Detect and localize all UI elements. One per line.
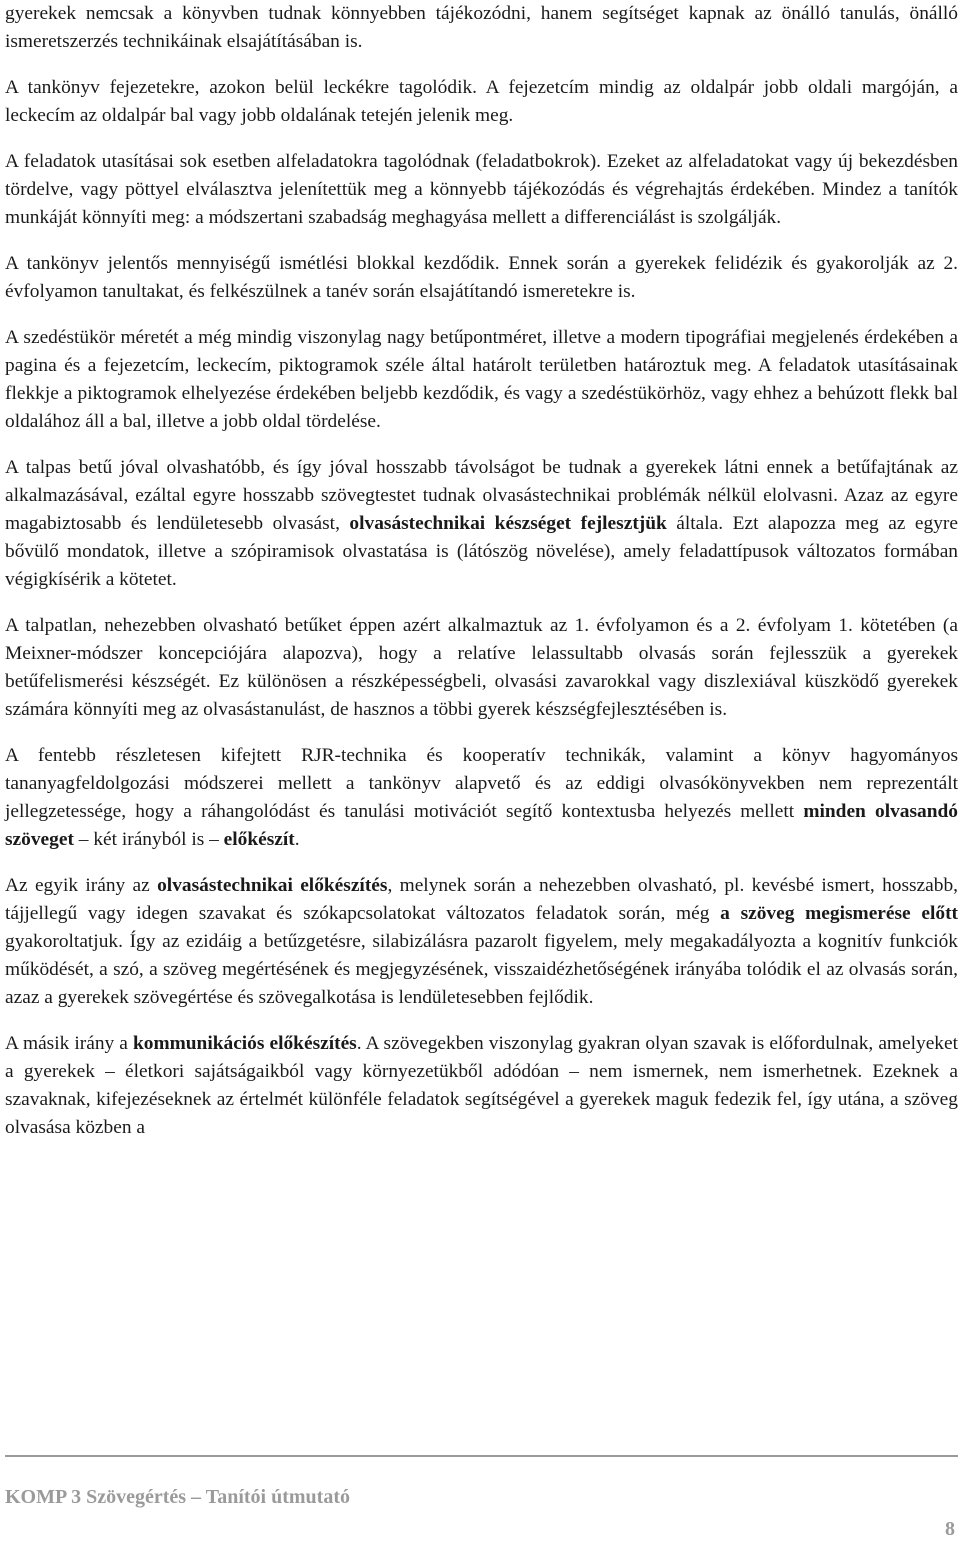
footer-divider [5, 1455, 958, 1457]
paragraph-1 [5, 0, 958, 56]
paragraph-6-text-a: A talpas betű jóval olvashatóbb, és így jóval hosszabb távolságot be tudnak a gyerekek látni ennek a betűfajtának az alkalmazásával, ezáltal egyre hosszabb szövegtestet tudnak olvasástechnikai problémák nélkül elolvasni. Azaz az egyre magabiztosabb és lendületesebb olvasást, [5, 457, 958, 534]
footer-title: KOMP 3 Szövegértés – Tanítói útmutató [5, 1486, 350, 1508]
paragraph-3 [5, 148, 958, 232]
paragraph-10-text-c: . A szövegekben viszonylag gyakran olyan szavak is előfordulnak, amelyeket a gyerekek – életkori sajátságaikból vagy környezetükből adódóan – nem ismernek, nem ismerhetnek. Ezeknek a szavaknak, kifejezéseknek az értelmét különféle feladatok segítségével a gyerekek maguk fedezik fel, így utána, a szöveg olvasása közben a [5, 1033, 958, 1138]
paragraph-2-text: A tankönyv fejezetekre, azokon belül leckékre tagolódik. A fejezetcím mindig az oldalpár jobb oldali margóján, a leckecím az oldalpár bal vagy jobb oldalának tetején jelenik meg. [5, 77, 958, 126]
paragraph-10-emphasis: kommunikációs előkészítés [132, 1033, 357, 1054]
document-body [5, 0, 958, 1160]
paragraph-10-text-a: A másik irány a [5, 1033, 133, 1054]
page-number: 8 [945, 1518, 955, 1540]
paragraph-8-text-a: A fentebb részletesen kifejtett RJR-technika és kooperatív technikák, valamint a könyv hagyományos tananyagfeldolgozási módszerei mellett a tankönyv alapvető és az eddigi olvasókönyvekben nem reprezentált jellegzetessége, hogy a ráhangolódást és tanulási motivációt segítő kontextusba helyezés mellett [5, 745, 958, 822]
paragraph-4-text: A tankönyv jelentős mennyiségű ismétlési blokkal kezdődik. Ennek során a gyerekek felidézik és gyakorolják az 2. évfolyamon tanultakat, és felkészülnek a tanév során elsajátítandó ismeretekre is. [5, 253, 958, 302]
paragraph-2 [5, 74, 958, 130]
paragraph-7-text: A talpatlan, nehezebben olvasható betűket éppen azért alkalmaztuk az 1. évfolyamon és a 2. évfolyam 1. kötetében (a Meixner-módszer koncepciójára alapozva), hogy a relatíve lelassultabb olvasás során fejlesszük a gyerekek betűfelismerési készségét. Ez különösen a részképességbeli, olvasási zavarokkal vagy diszlexiával küszködő gyerekek számára könnyíti meg az olvasástanulást, de hasznos a többi gyerek készségfejlesztésében is. [5, 615, 958, 720]
paragraph-8-emphasis-2: előkészít [223, 829, 295, 850]
paragraph-9-emphasis-1: olvasástechnikai előkészítés [157, 875, 388, 896]
paragraph-5 [5, 324, 958, 436]
paragraph-5-text: A szedéstükör méretét a még mindig viszonylag nagy betűpontméret, illetve a modern tipográfiai megjelenés érdekében a pagina és a fejezetcím, leckecím, piktogramok széle által határolt területben határoztuk meg. A feladatok utasításainak flekkje a piktogramok elhelyezése érdekében beljebb kezdődik, és vagy a szedéstükörhöz, vagy ehhez a behúzott flekk bal oldalához áll a bal, illetve a jobb oldal tördelése. [5, 327, 958, 432]
paragraph-10 [5, 1030, 958, 1142]
paragraph-9-emphasis-2: a szöveg megismerése előtt [720, 903, 958, 924]
paragraph-6-emphasis: olvasástechnikai készséget fejlesztjük [349, 513, 667, 534]
paragraph-7 [5, 612, 958, 724]
paragraph-9 [5, 872, 958, 1012]
paragraph-9-text-c: , melynek során a nehezebben olvasható, pl. kevésbé ismert, hosszabb, tájjellegű vagy idegen szavakat és szókapcsolatokat változatos feladatok során, még [5, 875, 959, 924]
paragraph-1-text: gyerekek nemcsak a könyvben tudnak könnyebben tájékozódni, hanem segítséget kapnak az önálló tanulás, önálló ismeretszerzés technikáinak elsajátításában is. [5, 3, 958, 52]
paragraph-3-text: A feladatok utasításai sok esetben alfeladatokra tagolódnak (feladatbokrok). Ezeket az alfeladatokat vagy új bekezdésben tördelve, vagy pöttyel elválasztva jelenítettük meg a könnyebb tájékozódás és végrehajtás érdekében. Mindez a tanítók munkáját könnyíti meg: a módszertani szabadság meghagyása mellett a differenciálást is szolgálják. [5, 151, 958, 228]
paragraph-9-text-a: Az egyik irány az [5, 875, 158, 896]
paragraph-8 [5, 742, 958, 854]
paragraph-4 [5, 250, 958, 306]
paragraph-9-text-e: gyakoroltatjuk. Így az ezidáig a betűzgetésre, silabizálásra pazarolt figyelem, mely megakadályozta a kognitív funkciók működését, a szó, a szöveg megértésének és megjegyzésének, visszaidézhetőségének irányába tolódik el az olvasás során, azaz a gyerekek szövegértése és szövegalkotása is lendületesebben fejlődik. [5, 931, 958, 1008]
paragraph-8-text-e: . [294, 829, 300, 850]
paragraph-6-text-c: általa. Ezt alapozza meg az egyre bővülő mondatok, illetve a szópiramisok olvastatása is (látószög növelése), amely feladattípusok változatos formában végigkísérik a kötetet. [5, 513, 958, 590]
paragraph-8-emphasis-1: minden olvasandó szöveget [5, 801, 959, 850]
paragraph-8-text-c: – két irányból is – [73, 829, 224, 850]
paragraph-6 [5, 454, 958, 594]
